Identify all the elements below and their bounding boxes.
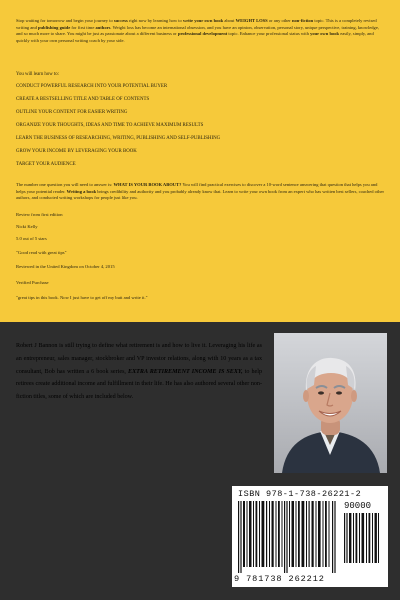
question-text: The number one question you will need to answer is: xyxy=(16,182,114,187)
series-title: EXTRA RETIREMENT INCOME IS SEXY, xyxy=(128,368,243,375)
reviewer-name: Nicki Kelly xyxy=(16,224,38,229)
review-heading: Review from first edition xyxy=(16,212,63,217)
intro-bold: write your own book xyxy=(182,18,224,23)
intro-bold: authors xyxy=(95,24,111,30)
author-portrait-illustration xyxy=(274,333,387,473)
learn-item: ORGANIZE YOUR THOUGHTS, IDEAS AND TIME TO ACHIEVE MAXIMUM RESULTS xyxy=(16,123,204,128)
intro-text: . Weight loss has become an international obsession, and you have an opinion, observation, personal story, unique perspective, training, knowledge, and so much more to share. You might be just as passionate about a different business or xyxy=(16,24,379,37)
learn-item: GROW YOUR INCOME BY LEVERAGING YOUR BOOK xyxy=(16,149,137,154)
ean-digits: 9 781738 262212 xyxy=(234,574,325,584)
review-headline: "Good read with great tips" xyxy=(16,250,67,255)
intro-text: or any other xyxy=(267,18,292,23)
intro-text: for first time xyxy=(70,24,96,30)
intro-bold: publishing guide xyxy=(37,24,71,30)
intro-bold: non-fiction xyxy=(291,18,314,23)
learn-heading: You will learn how to: xyxy=(16,72,59,77)
price-code: 90000 xyxy=(344,501,372,511)
intro-bold: professional development xyxy=(177,31,228,37)
review-date: Reviewed in the United Kingdom on October 4, 2015 xyxy=(16,264,115,269)
learn-item: CREATE A BESTSELLING TITLE AND TABLE OF CONTENTS xyxy=(16,97,150,102)
review-rating: 5.0 out of 5 stars xyxy=(16,236,47,241)
question-text: You will find practical exercises to discover a 10-word sentence answering that question that helps you and helps your potential reader. xyxy=(16,182,378,194)
intro-bold: success xyxy=(113,18,128,23)
learn-item: CONDUCT POWERFUL RESEARCH INTO YOUR POTENTIAL BUYER xyxy=(16,84,168,89)
intro-bold: your own book xyxy=(310,31,340,37)
learn-list xyxy=(16,84,220,175)
learn-item: OUTLINE YOUR CONTENT FOR EASIER WRITING xyxy=(16,110,128,115)
intro-text: about xyxy=(223,18,236,23)
intro-text: right now by learning how to xyxy=(127,18,183,23)
intro-bold: WEIGHT LOSS xyxy=(235,18,268,23)
learn-item: TARGET YOUR AUDIENCE xyxy=(16,162,76,167)
ean-barcode-bars xyxy=(238,501,338,573)
verified-purchase: Verified Purchase xyxy=(16,280,49,285)
author-photo xyxy=(274,333,387,473)
learn-item: LEARN THE BUSINESS OF RESEARCHING, WRITING, PUBLISHING AND SELF-PUBLISHING xyxy=(16,136,221,141)
author-bio xyxy=(16,340,262,404)
review-body: "great tips in this book. Now I just have to get off my butt and write it." xyxy=(16,295,148,300)
intro-text: topic. Enhance your professional status with xyxy=(227,31,311,37)
bio-text: Robert J Bannon is still trying to define what retirement is and how to live it. Leveraging his life as an entrepreneur, sales manager, stockbroker and VP investor relations, along with 10 years as a tax consultant, Bob has written a 6 book series, xyxy=(16,343,262,375)
isbn-barcode xyxy=(232,486,388,587)
question-paragraph xyxy=(16,182,386,202)
question-text: brings credibility and authority and you probably already know that. Learn to write your own book from an expert who has written best sellers, coached other authors, and conducted writing workshops for people just like you. xyxy=(16,188,385,201)
isbn-number: ISBN 978-1-738-26221-2 xyxy=(238,489,362,499)
price-code-bars xyxy=(344,513,380,563)
bio-text: to help retirees create additional income and fulfillment in their life. He has also authored several other non-fiction titles, some of which are included below. xyxy=(16,368,262,401)
question-bold: Writing a book xyxy=(66,188,97,194)
question-bold: WHAT IS YOUR BOOK ABOUT? xyxy=(113,182,182,187)
intro-text: Stop waiting for tomorrow and begin your journey to xyxy=(16,18,114,23)
intro-text: topic. This is a completely revised writing and xyxy=(16,18,377,30)
intro-paragraph xyxy=(16,18,386,44)
intro-text: easily, simply, and quickly with your own personal writing coach by your side. xyxy=(16,31,374,43)
